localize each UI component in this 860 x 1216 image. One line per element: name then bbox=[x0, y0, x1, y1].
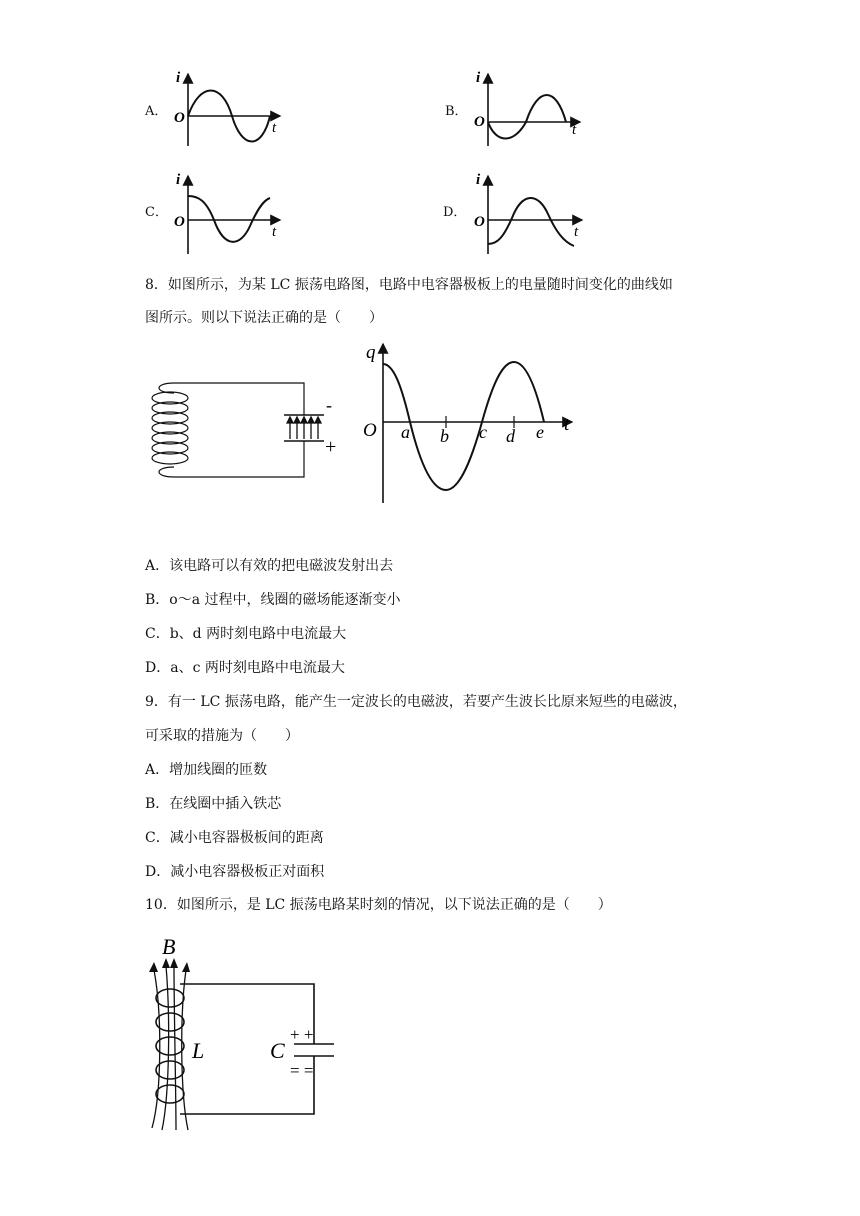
q8-option-a: A．该电路可以有效的把电磁波发射出去 bbox=[145, 558, 394, 574]
q8-option-d: D．a、c 两时刻电路中电流最大 bbox=[145, 660, 345, 676]
q7-a-axis-i: i bbox=[176, 70, 181, 86]
q8-stem-line1: 8．如图所示，为某 LC 振荡电路图，电路中电容器极板上的电量随时间变化的曲线如 bbox=[145, 277, 673, 293]
q8-point-e: e bbox=[536, 422, 544, 442]
q8-point-a: a bbox=[401, 422, 410, 442]
q9-option-b: B．在线圈中插入铁芯 bbox=[145, 796, 282, 812]
q8-point-c: c bbox=[479, 422, 487, 442]
q9-option-c: C．减小电容器极板间的距离 bbox=[145, 830, 324, 846]
q7-option-d-label: D． bbox=[443, 205, 467, 220]
q8-inductor-coil bbox=[152, 392, 188, 464]
q8-axis-t: t bbox=[564, 414, 570, 435]
q7-option-c-label: C． bbox=[145, 205, 168, 220]
q7-b-axis-i: i bbox=[476, 70, 481, 86]
q9-option-d: D．减小电容器极板正对面积 bbox=[145, 864, 325, 880]
q7-graph-d bbox=[470, 170, 590, 256]
q10-plate-bottom-signs: = = bbox=[290, 1061, 314, 1080]
q10-label-c: C bbox=[270, 1038, 285, 1063]
q8-lc-circuit bbox=[148, 375, 348, 485]
q7-a-axis-t: t bbox=[272, 120, 277, 136]
q7-c-origin: O bbox=[174, 214, 185, 230]
q7-d-axis-i: i bbox=[476, 172, 481, 188]
q8-capacitor-field-arrows bbox=[287, 417, 321, 439]
q8-stem-line2: 图所示。则以下说法正确的是（ ） bbox=[145, 310, 383, 326]
q10-label-b: B bbox=[162, 934, 176, 959]
q7-c-axis-t: t bbox=[272, 224, 277, 240]
q7-a-origin: O bbox=[174, 110, 185, 126]
q8-point-b: b bbox=[440, 426, 449, 446]
q10-stem: 10．如图所示，是 LC 振荡电路某时刻的情况，以下说法正确的是（ ） bbox=[145, 897, 612, 913]
q7-option-b-label: B． bbox=[445, 104, 468, 119]
q10-lc-figure bbox=[140, 932, 350, 1132]
q7-b-origin: O bbox=[474, 114, 485, 130]
q10-plate-top-signs: + + bbox=[290, 1025, 314, 1044]
q9-stem-line2: 可采取的措施为（ ） bbox=[145, 728, 299, 744]
q10-magnetic-field-lines bbox=[152, 966, 188, 1130]
q9-option-a: A．增加线圈的匝数 bbox=[145, 762, 268, 778]
q7-option-a-label: A． bbox=[145, 104, 168, 119]
q7-graph-b bbox=[470, 68, 585, 150]
q7-d-axis-t: t bbox=[574, 224, 579, 240]
q7-graph-a bbox=[170, 68, 285, 150]
q10-label-l: L bbox=[192, 1038, 205, 1063]
q8-cap-minus-sign: - bbox=[326, 395, 332, 415]
q8-point-d: d bbox=[506, 426, 515, 446]
q10-field-arrowheads bbox=[149, 958, 190, 972]
q8-option-b: B．o～a 过程中，线圈的磁场能逐渐变小 bbox=[145, 592, 401, 608]
q8-option-c: C．b、d 两时刻电路中电流最大 bbox=[145, 626, 347, 642]
q9-stem-line1: 9．有一 LC 振荡电路，能产生一定波长的电磁波，若要产生波长比原来短些的电磁波， bbox=[145, 694, 687, 710]
q7-graph-c bbox=[170, 170, 285, 256]
q8-origin: O bbox=[363, 420, 377, 441]
q8-cap-plus-sign: + bbox=[325, 436, 337, 458]
q8-charge-time-graph bbox=[360, 338, 580, 506]
q7-b-axis-t: t bbox=[572, 122, 577, 138]
q8-axis-q: q bbox=[366, 342, 376, 363]
q7-d-origin: O bbox=[474, 214, 485, 230]
q7-c-axis-i: i bbox=[176, 172, 181, 188]
